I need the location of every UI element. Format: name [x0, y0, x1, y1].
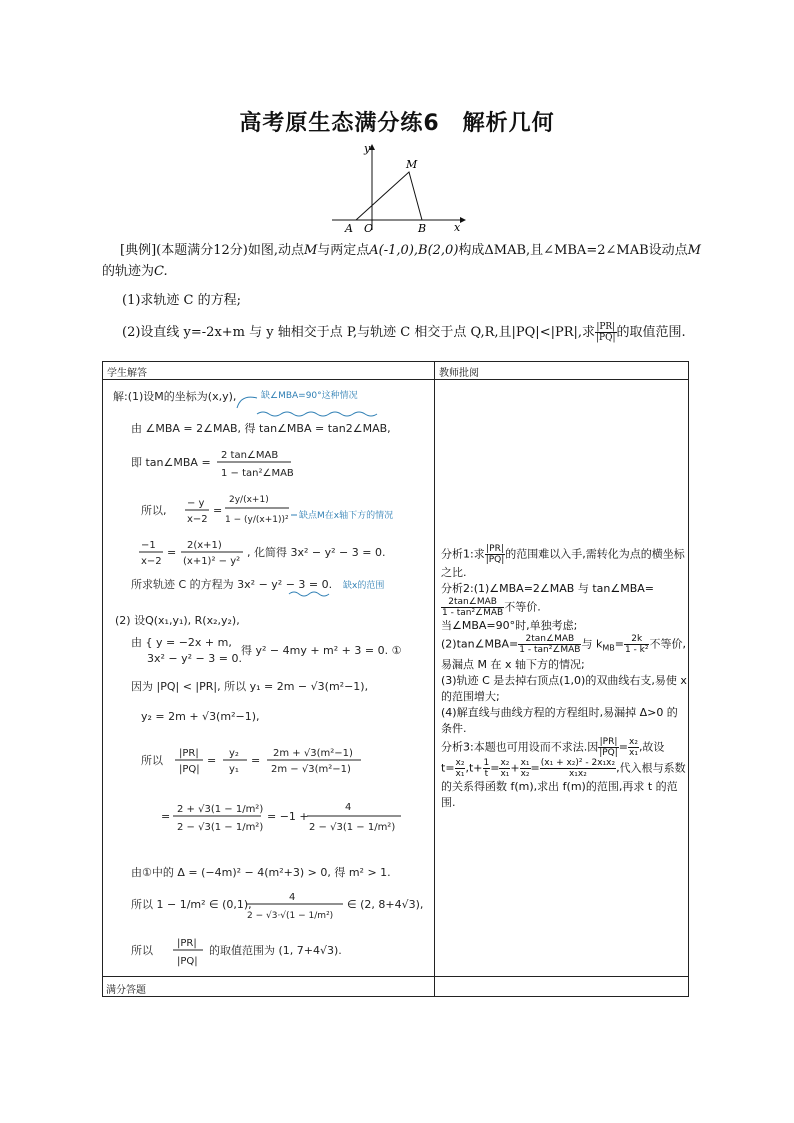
svg-text:−1: −1 [141, 540, 156, 551]
hw-line-12: = −1 + [267, 810, 309, 823]
svg-text:(x+1)² − y²: (x+1)² − y² [183, 556, 241, 567]
hw-line-14: 所以 1 − 1/m² ∈ (0,1), [131, 898, 252, 911]
svg-text:|PR|: |PR| [177, 938, 197, 949]
comment-analysis-2-point-4: (4)解直线与曲线方程的方程组时,易漏掉 Δ>0 的条件. [441, 705, 678, 735]
svg-text:2 − √3·√(1 − 1/m²): 2 − √3·√(1 − 1/m²) [247, 911, 334, 921]
label-O: O [364, 222, 374, 232]
page-title: 高考原生态满分练6 解析几何 [239, 111, 555, 136]
label-M: M [406, 158, 418, 171]
svg-text:|PQ|: |PQ| [179, 764, 200, 775]
svg-text:y₂: y₂ [229, 748, 239, 759]
svg-text:2(x+1): 2(x+1) [187, 540, 222, 551]
svg-text:4: 4 [345, 802, 352, 813]
svg-text:=: = [167, 546, 177, 559]
svg-text:2 + √3(1 − 1/m²): 2 + √3(1 − 1/m²) [177, 804, 264, 815]
svg-text:2m + √3(m²−1): 2m + √3(m²−1) [273, 748, 353, 759]
comment-analysis-1: 分析1:求 $\frac{|PR|}{|PQ|}$ 的范围难以入手,需转化为点的横坐标之比. [441, 544, 685, 579]
svg-text:2m − √3(m²−1): 2m − √3(m²−1) [271, 764, 351, 775]
svg-text:4: 4 [289, 892, 296, 903]
hw-line-13: 由①中的 Δ = (−4m)² − 4(m²+3) > 0, 得 m² > 1. [131, 866, 391, 879]
svg-text:|PQ|: |PQ| [177, 956, 198, 967]
svg-text:2 tan∠MAB: 2 tan∠MAB [221, 450, 279, 461]
footer-full-mark-answer: 满分答题 [106, 985, 146, 996]
header-student-answer: 学生解答 [107, 368, 147, 379]
hw-note-1-squiggle [257, 412, 377, 416]
hw-line-3: 即 tan∠MBA = [131, 456, 211, 469]
svg-text:1 − (y/(x+1))²: 1 − (y/(x+1))² [225, 515, 289, 525]
triangle-MAB [356, 172, 422, 220]
svg-text:2 − √3(1 − 1/m²): 2 − √3(1 − 1/m²) [309, 822, 396, 833]
comment-analysis-2-point-3: (3)轨迹 C 是去掉右顶点(1,0)的双曲线右支,易使 x 的范围增大; [441, 673, 687, 703]
hw-note-1-arrow [237, 397, 257, 408]
svg-text:1 − tan²∠MAB: 1 − tan²∠MAB [221, 468, 294, 479]
problem-intro: [典例](本题满分12分)如图,动点M与两定点A(-1,0),B(2,0)构成ΔMAB,且∠MBA=2∠MAB设动点M的轨迹为C. [102, 243, 701, 279]
svg-text:|PR|: |PR| [179, 748, 199, 759]
hw-line-9: 因为 |PQ| < |PR|, 所以 y₁ = 2m − √3(m²−1), [131, 680, 369, 693]
teacher-comments [441, 544, 687, 811]
hw-note-1: 缺∠MBA=90°这种情况 [261, 391, 358, 401]
label-y: y [364, 142, 371, 155]
hw-line-15: 所以 [131, 944, 153, 957]
question-2: (2)设直线 y=-2x+m 与 y 轴相交于点 P,与轨迹 C 相交于点 Q,R,且|PQ|<|PR|,求 $\frac{|PR|}{|PQ|}$ 的取值范围. [122, 322, 686, 343]
svg-text:2y/(x+1): 2y/(x+1) [229, 495, 269, 505]
comment-analysis-2-point-2: (2)tan∠MBA= $\frac{\text{2tan∠MAB}}{\text{1 - tan²∠MAB}}$ 与 $k_{MB}=$ $\frac{2k}{\text{1 - k²}}$ 不等价,易漏点 M 在 x 轴下方的情况; [441, 634, 686, 671]
hw-line-10: y₂ = 2m + √3(m²−1), [141, 710, 260, 723]
hw-line-1: 解:(1)设M的坐标为(x,y), [113, 390, 237, 403]
svg-text:x−2: x−2 [187, 514, 208, 525]
hw-line-8c: 得 y² − 4my + m² + 3 = 0. ① [241, 644, 402, 657]
hw-line-8a: 由 { y = −2x + m, [131, 636, 232, 649]
hw-line-4: 所以, [141, 504, 167, 517]
student-handwritten-solution [111, 384, 429, 972]
svg-text:y₁: y₁ [229, 764, 239, 775]
svg-text:− y: − y [187, 498, 205, 509]
comment-analysis-3-cont: t= $\frac{\text{x₂}}{\text{x₁}}$ ,t+ $\frac{1}{t}$ = $\frac{\text{x₂}}{\text{x₁}}$ + $\frac{\text{x₁}}{\text{x₂}}$ = $\frac{\text{(x₁ + x₂)² - 2x₁x₂}}{\text{x₁x₂}}$ ,代入根与系数的关系得函数 f(m),求出 f(m)的范围,再求 t 的范围. [441, 757, 686, 809]
hw-line-11: 所以 [141, 754, 163, 767]
label-B: B [418, 222, 427, 232]
header-teacher-review: 教师批阅 [439, 368, 479, 379]
svg-text:的取值范围为 (1, 7+4√3).: 的取值范围为 (1, 7+4√3). [209, 944, 342, 957]
label-A: A [345, 222, 353, 232]
comment-analysis-2: 分析2:(1)∠MBA=2∠MAB 与 tan∠MBA= $\frac{\text{2tan∠MAB}}{\text{1 - tan²∠MAB}}$ 不等价. [441, 582, 655, 618]
comment-analysis-3: 分析3:本题也可用设而不求法.因 $\frac{|PR|}{|PQ|}$ = $\frac{\text{x₂}}{\text{x₁}}$ ,故设 [441, 736, 665, 758]
svg-text:=: = [213, 504, 223, 517]
hw-line-6: 所求轨迹 C 的方程为 3x² − y² − 3 = 0. [131, 578, 333, 591]
svg-text:=: = [207, 754, 217, 767]
grading-table [102, 361, 689, 997]
hw-line-7: (2) 设Q(x₁,y₁), R(x₂,y₂), [115, 614, 240, 627]
svg-text:=: = [161, 810, 171, 823]
hw-note-3-squiggle [289, 592, 329, 596]
svg-text:∈ (2, 8+4√3),: ∈ (2, 8+4√3), [347, 898, 424, 911]
x-axis-arrow [460, 217, 466, 223]
svg-text:x−2: x−2 [141, 556, 162, 567]
svg-text:2 − √3(1 − 1/m²): 2 − √3(1 − 1/m²) [177, 822, 264, 833]
hw-note-2: 缺点M在x轴下方的情况 [299, 511, 394, 521]
comment-analysis-2-case: 当∠MBA=90°时,单独考虑; [441, 619, 578, 632]
coordinate-figure [328, 142, 468, 232]
hw-line-5: , 化简得 3x² − y² − 3 = 0. [247, 546, 386, 559]
hw-note-3: 缺x的范围 [343, 581, 385, 591]
hw-line-8b: 3x² − y² − 3 = 0. [147, 652, 242, 665]
hw-line-2: 由 ∠MBA = 2∠MAB, 得 tan∠MBA = tan2∠MAB, [131, 422, 391, 435]
svg-text:=: = [251, 754, 261, 767]
question-1: (1)求轨迹 C 的方程; [122, 293, 242, 308]
label-x: x [454, 221, 461, 232]
